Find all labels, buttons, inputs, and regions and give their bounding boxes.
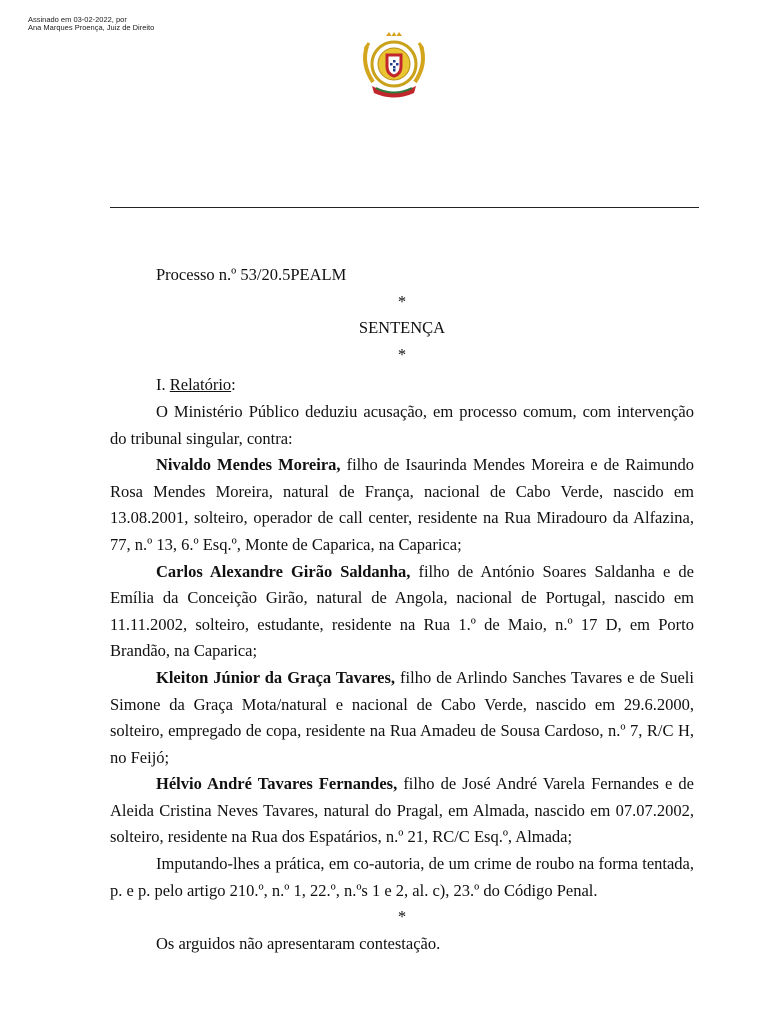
- closing-paragraph: Os arguidos não apresentaram contestação.: [156, 933, 441, 953]
- defendant-details: filho de Isaurinda Mendes Moreira e de Raimundo Rosa Mendes Moreira, natural de França, nacional de Cabo Verde, nascido em 13.08.2001, solteiro, operador de call center, residente na Rua Miradouro da Alfazina, 77, n.º 13, 6.º Esq.º, Monte de Caparica, na Caparica;: [110, 455, 695, 554]
- defendant-name: Hélvio André Tavares Fernandes,: [156, 774, 398, 794]
- signature-line-1: Assinado em 03-02-2022, por: [28, 15, 127, 24]
- defendant-name: Nivaldo Mendes Moreira,: [156, 455, 341, 475]
- section-heading: [110, 372, 694, 399]
- document-body: [110, 262, 694, 957]
- signature-stamp: [28, 16, 154, 32]
- defendant-paragraph: [110, 665, 694, 771]
- header-divider: [110, 207, 699, 208]
- defendant-name: Carlos Alexandre Girão Saldanha,: [156, 561, 411, 581]
- document-title: SENTENÇA: [358, 318, 446, 338]
- defendant-details: filho de António Soares Saldanha e de Emília da Conceição Girão, natural de Angola, nacional de Portugal, nascido em 11.11.2002, solteiro, estudante, residente na Rua 1.º de Maio, n.º 17 D, em Porto Brandão, na Caparica;: [110, 561, 694, 661]
- section-number: I.: [156, 375, 170, 395]
- signature-line-2: Ana Marques Proença, Juiz de Direito: [28, 23, 155, 32]
- process-number: Processo n.º 53/20.5PEALM: [156, 265, 347, 284]
- charge-paragraph: Imputando-lhes a prática, em co-autoria, de um crime de roubo na forma tentada, p. e p. pelo artigo 210.º, n.º 1, 22.º, n.ºs 1 e 2, al. c), 23.º do Código Penal.: [110, 854, 694, 900]
- coat-of-arms-icon: [354, 30, 434, 104]
- defendant-name: Kleiton Júnior da Graça Tavares,: [156, 667, 396, 687]
- defendant-paragraph: [110, 452, 694, 558]
- defendant-details: filho de Arlindo Sanches Tavares e de Sueli Simone da Graça Mota/natural e nacional de Cabo Verde, nascido em 29.6.2000, solteiro, empregado de copa, residente na Rua Amadeu de Sousa Cardoso, n.º 7, R/C H, no Feijó;: [110, 667, 694, 767]
- separator-asterisk: *: [397, 907, 407, 927]
- intro-paragraph: O Ministério Público deduziu acusação, em processo comum, com intervenção do tribunal singular, contra:: [110, 401, 694, 448]
- section-title: Relatório: [169, 375, 232, 395]
- separator-asterisk: *: [397, 291, 407, 311]
- defendant-details: filho de José André Varela Fernandes e de Aleida Cristina Neves Tavares, natural do Pragal, em Almada, nascido em 07.07.2002, solteiro, residente na Rua dos Espatários, n.º 21, RC/C Esq.º, Almada;: [110, 774, 695, 847]
- separator-asterisk: *: [397, 344, 407, 364]
- section-colon: :: [231, 375, 236, 395]
- defendant-paragraph: [110, 559, 694, 665]
- defendant-paragraph: [110, 771, 694, 851]
